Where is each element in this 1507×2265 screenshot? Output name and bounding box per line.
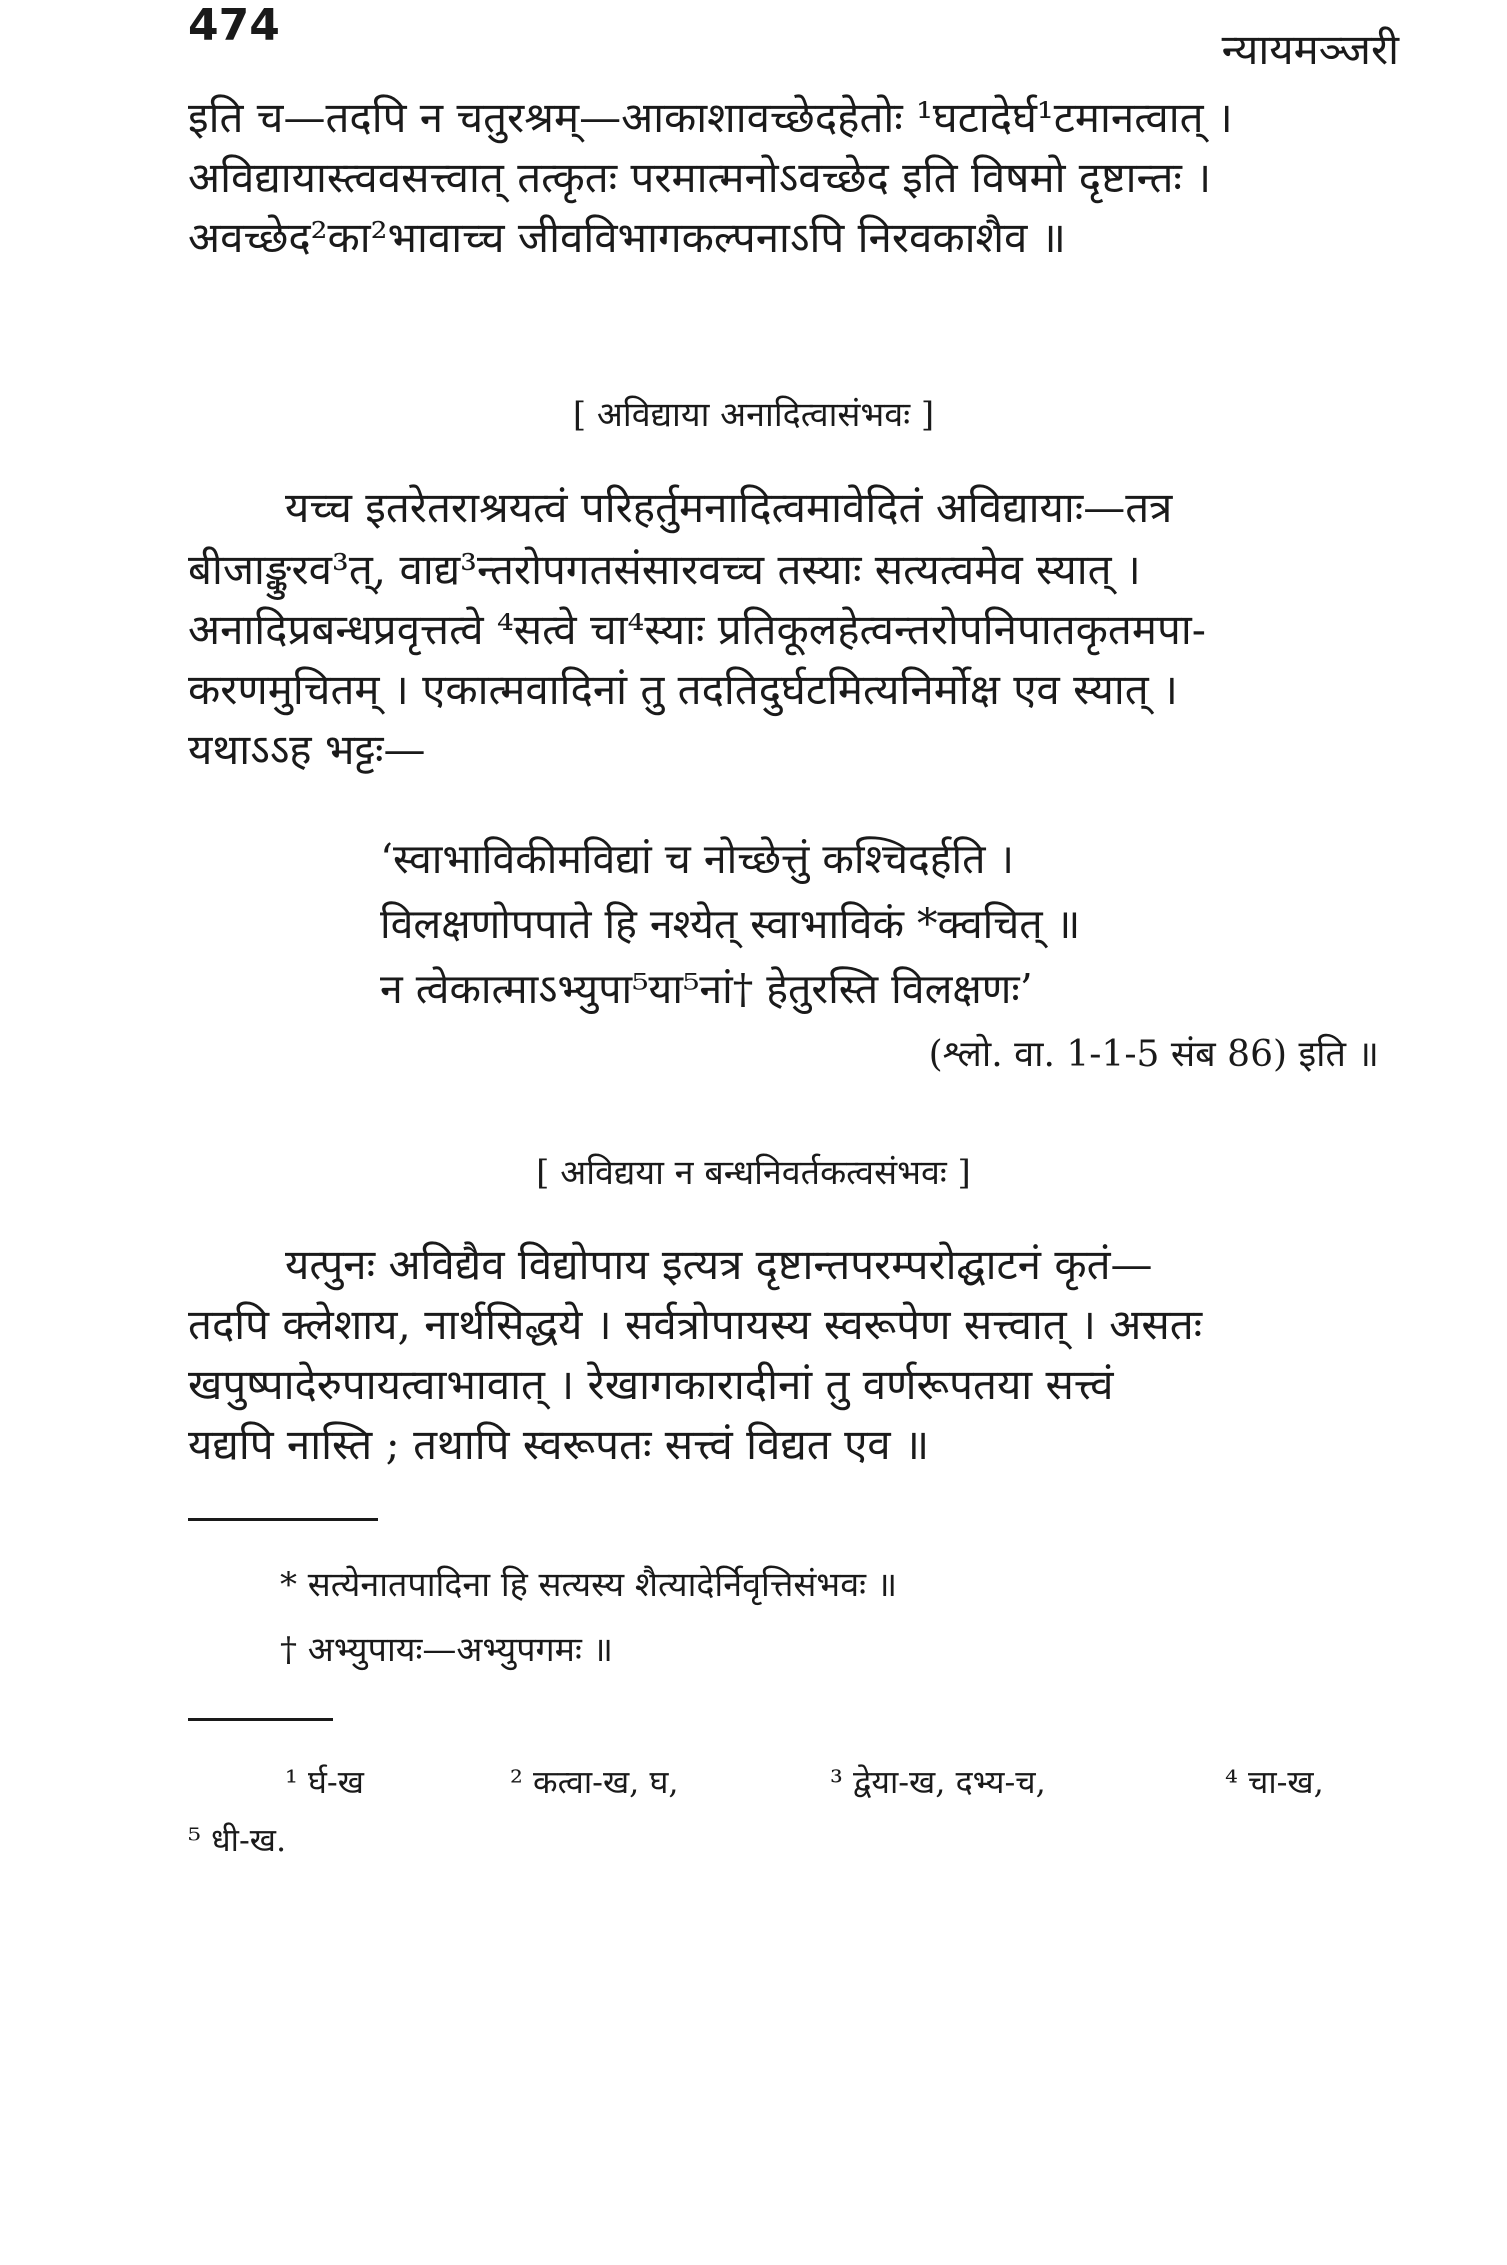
text-line: अवच्छेद²का²भावाच्च जीवविभागकल्पनाऽपि निरवकाशैव ॥ [188,213,1066,262]
variant-reading: ⁴ चा-ख, [1225,1763,1324,1801]
text-line: तदपि क्लेशाय, नार्थसिद्धये । सर्वत्रोपायस्य स्वरूपेण सत्त्वात् । असतः [188,1300,1203,1349]
variant-reading: ¹ र्घ-ख [285,1763,364,1801]
verse-line: विलक्षणोपपाते हि नश्येत् स्वाभाविकं *क्वचित् ॥ [380,900,1081,948]
footnote-rule [188,1718,333,1721]
text-line: यथाऽऽह भट्टः— [188,725,426,774]
text-line: इति च—तदपि न चतुरश्रम्—आकाशावच्छेदहेतोः ¹घटादेर्घ¹टमानत्वात् । [188,93,1233,142]
text-line: खपुष्पादेरुपायत्वाभावात् । रेखागकारादीनां तु वर्णरूपतया सत्त्वं [188,1360,1114,1409]
running-head: न्यायमञ्जरी [1221,25,1399,74]
text-line: अनादिप्रबन्धप्रवृत्तत्वे ⁴सत्वे चा⁴स्याः प्रतिकूलहेत्वन्तरोपनिपातकृतमपा- [188,605,1206,654]
text-line: यद्यपि नास्ति ; तथापि स्वरूपतः सत्त्वं विद्यत एव ॥ [188,1420,930,1469]
verse-line: न त्वेकात्माऽभ्युपा⁵या⁵नां† हेतुरस्ति विलक्षणः’ [380,965,1033,1013]
section-heading: [ अविद्याया अनादित्वासंभवः ] [572,395,935,435]
variant-reading: ² कत्वा-ख, घ, [510,1763,679,1801]
text-line: यत्पुनः अविद्यैव विद्योपाय इत्यत्र दृष्टान्तपरम्परोद्घाटनं कृतं— [285,1240,1153,1289]
footnote: † अभ्युपायः—अभ्युपगमः ॥ [280,1630,614,1670]
variant-reading: ³ द्वेया-ख, दभ्य-च, [830,1763,1046,1801]
footnote: * सत्येनातपादिना हि सत्यस्य शैत्यादेर्निवृत्तिसंभवः ॥ [280,1565,898,1605]
verse-reference: (श्लो. वा. 1-1-5 संब 86) इति ॥ [928,1034,1379,1075]
page-number: 474 [188,0,280,51]
text-line: करणमुचितम् । एकात्मवादिनां तु तदतिदुर्घटमित्यनिर्मोक्ष एव स्यात् । [188,665,1178,714]
footnote-rule [188,1518,378,1521]
verse-line: ‘स्वाभाविकीमविद्यां च नोच्छेत्तुं कश्चिदर्हति । [380,835,1015,883]
variant-reading: ⁵ धी-ख. [188,1821,287,1859]
text-line: अविद्यायास्त्ववसत्त्वात् तत्कृतः परमात्मनोऽवच्छेद इति विषमो दृष्टान्तः । [188,153,1212,202]
text-line: बीजाङ्कुरव³त्, वाद्य³न्तरोपगतसंसारवच्च तस्याः सत्यत्वमेव स्यात् । [188,545,1141,594]
text-line: यच्च इतरेतराश्रयत्वं परिहर्तुमनादित्वमावेदितं अविद्यायाः—तत्र [285,483,1173,532]
section-heading: [ अविद्यया न बन्धनिवर्तकत्वसंभवः ] [536,1153,971,1193]
